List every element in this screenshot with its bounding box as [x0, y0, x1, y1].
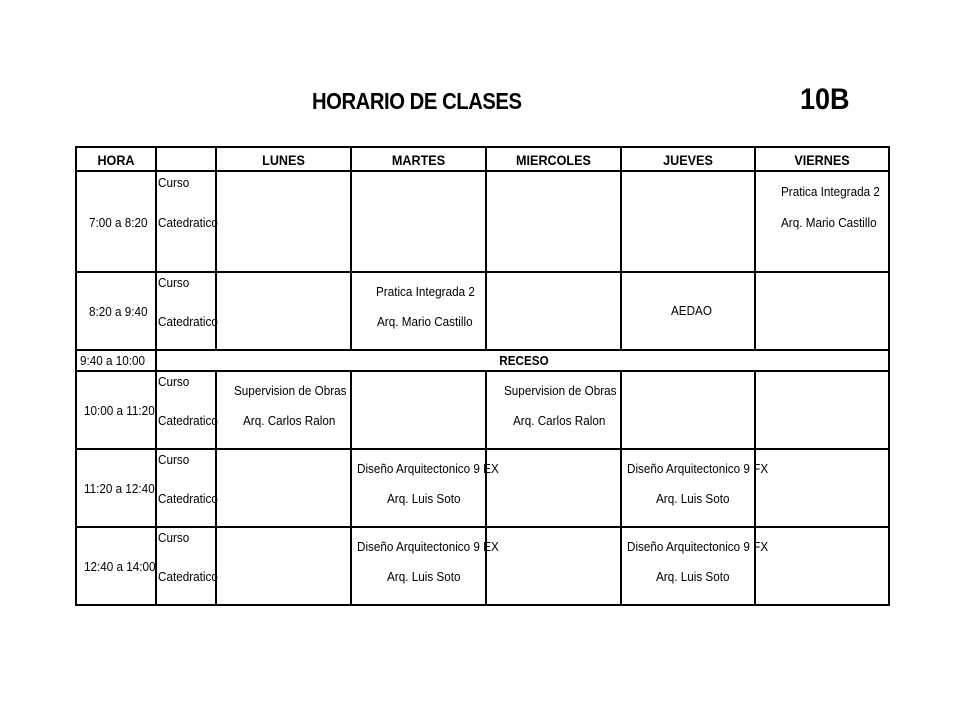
col-divider	[754, 370, 756, 606]
teacher-name: Arq. Mario Castillo	[781, 215, 877, 230]
col-divider	[620, 370, 622, 606]
time-slot: 12:40 a 14:00	[84, 559, 156, 574]
col-divider	[485, 146, 487, 351]
col-divider	[350, 146, 352, 351]
course-name: Diseño Arquitectonico 9 FX	[627, 539, 769, 554]
header-miercoles: MIERCOLES	[516, 152, 591, 168]
teacher-name: Arq. Carlos Ralon	[513, 413, 606, 428]
teacher-name: Arq. Carlos Ralon	[243, 413, 336, 428]
teacher-name: Arq. Mario Castillo	[377, 314, 473, 329]
course-name: Supervision de Obras	[504, 383, 617, 398]
row-label-teacher: Catedratico	[158, 413, 218, 428]
course-name: Supervision de Obras	[234, 383, 347, 398]
row-label-teacher: Catedratico	[158, 491, 218, 506]
time-slot: 7:00 a 8:20	[89, 215, 148, 230]
time-slot: 10:00 a 11:20	[84, 403, 155, 418]
row-divider	[75, 271, 890, 273]
row-label-teacher: Catedratico	[158, 215, 218, 230]
course-name: Diseño Arquitectonico 9 FX	[627, 461, 769, 476]
row-label-course: Curso	[158, 175, 190, 190]
time-slot: 8:20 a 9:40	[89, 304, 148, 319]
row-divider	[75, 448, 890, 450]
row-label-course: Curso	[158, 275, 190, 290]
row-label-course: Curso	[158, 452, 190, 467]
row-label-teacher: Catedratico	[158, 314, 218, 329]
page-title: HORARIO DE CLASES	[312, 88, 522, 114]
course-name: Diseño Arquitectonico 9 EX	[357, 539, 499, 554]
header-martes: MARTES	[391, 152, 446, 168]
time-slot: 11:20 a 12:40	[84, 481, 155, 496]
header-viernes: VIERNES	[794, 152, 850, 168]
group-label: 10B	[800, 83, 850, 116]
time-slot: 9:40 a 10:00	[80, 353, 146, 368]
header-hora: HORA	[97, 152, 135, 168]
teacher-name: Arq. Luis Soto	[387, 491, 461, 506]
teacher-name: Arq. Luis Soto	[656, 491, 730, 506]
teacher-name: Arq. Luis Soto	[656, 569, 730, 584]
table-border-bottom	[75, 604, 890, 606]
header-divider	[75, 170, 890, 172]
course-name: Pratica Integrada 2	[781, 184, 880, 199]
table-border-top	[75, 146, 890, 148]
row-divider	[75, 526, 890, 528]
recess-label: RECESO	[499, 353, 549, 368]
row-divider	[75, 370, 890, 372]
col-divider	[620, 146, 622, 351]
col-divider	[155, 146, 157, 606]
course-name: AEDAO	[671, 303, 712, 318]
header-lunes: LUNES	[262, 152, 305, 168]
teacher-name: Arq. Luis Soto	[387, 569, 461, 584]
row-label-course: Curso	[158, 530, 190, 545]
header-jueves: JUEVES	[663, 152, 713, 168]
col-divider	[754, 146, 756, 351]
table-border-left	[75, 146, 77, 606]
course-name: Pratica Integrada 2	[376, 284, 475, 299]
row-label-course: Curso	[158, 374, 190, 389]
col-divider	[485, 370, 487, 606]
row-label-teacher: Catedratico	[158, 569, 218, 584]
col-divider	[350, 370, 352, 606]
table-border-right	[888, 146, 890, 606]
row-divider	[75, 349, 890, 351]
course-name: Diseño Arquitectonico 9 EX	[357, 461, 499, 476]
